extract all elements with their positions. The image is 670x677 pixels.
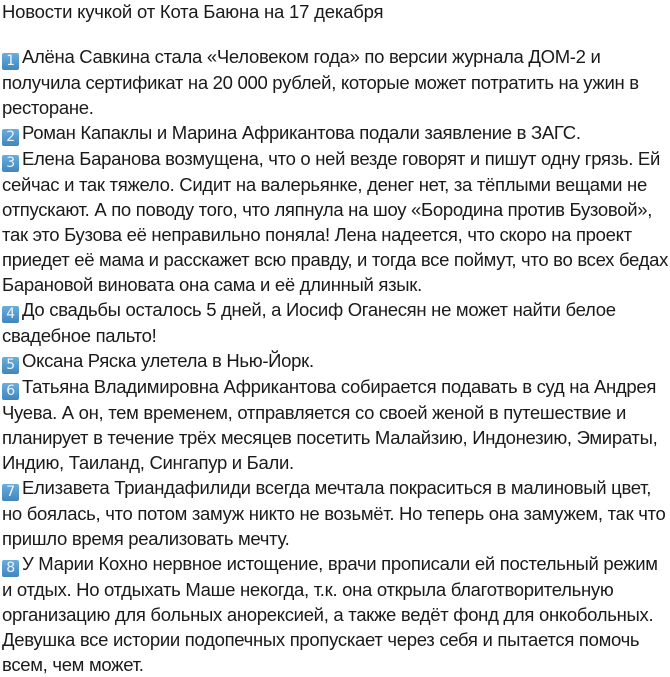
news-item-text: Оксана Ряска улетела в Нью-Йорк. xyxy=(22,350,314,371)
news-item-text: Елена Баранова возмущена, что о ней везде говорят и пишут одну грязь. Ей сейчас и так тяжело. Сидит на валерьянке, денег нет, за тёплыми вещами не отпускают. А по поводу того, что ляпнула на шоу «Бородина против Бузовой», так это Бузова её неправильно поняла! Лена надеется, что скоро на проект приедет её мама и расскажет всю правду, и тогда все поймут, что во всех бедах Барановой виновата она сама и её длинный язык. xyxy=(2,148,669,295)
keycap-4-icon: 4 xyxy=(2,306,19,323)
page-title: Новости кучкой от Кота Баюна на 17 декабря xyxy=(2,1,384,22)
keycap-8-icon: 8 xyxy=(2,560,19,577)
news-item-5 xyxy=(2,348,670,374)
news-item-text: До свадьбы осталось 5 дней, а Иосиф Оганесян не может найти белое свадебное пальто! xyxy=(2,299,616,346)
keycap-1-icon: 1 xyxy=(2,53,19,70)
news-item-text: Алёна Савкина стала «Человеком года» по версии журнала ДОМ-2 и получила сертификат на 20 000 рублей, которые может потратить на ужин в ресторане. xyxy=(2,46,639,118)
keycap-2-icon: 2 xyxy=(2,129,19,146)
news-item-4 xyxy=(2,297,670,348)
news-item-text: Роман Капаклы и Марина Африкантова подали заявление в ЗАГС. xyxy=(22,122,581,143)
news-item-7 xyxy=(2,475,670,551)
news-item-6 xyxy=(2,374,670,475)
spacer xyxy=(2,24,670,44)
news-item-8 xyxy=(2,551,670,677)
news-item-3 xyxy=(2,146,670,297)
news-item-text: У Марии Кохно нервное истощение, врачи прописали ей постельный режим и отдых. Но отдыхать Маше некогда, т.к. она открыла благотворительную организацию для больных анорексией, а также ведёт фонд для онкобольных. Девушка все истории подопечных пропускает через себя и пытается помочь всем, чем может. xyxy=(2,553,658,675)
news-item-2 xyxy=(2,120,670,146)
keycap-5-icon: 5 xyxy=(2,357,19,374)
keycap-7-icon: 7 xyxy=(2,484,19,501)
news-item-text: Елизавета Триандафилиди всегда мечтала покраситься в малиновый цвет, но боялась, что потом замуж никто не возьмёт. Но теперь она замужем, так что пришло время реализовать мечту. xyxy=(2,477,666,549)
news-item-1 xyxy=(2,44,670,120)
keycap-3-icon: 3 xyxy=(2,155,19,172)
keycap-6-icon: 6 xyxy=(2,383,19,400)
news-item-text: Татьяна Владимировна Африкантова собирается подавать в суд на Андрея Чуева. А он, тем временем, отправляется со своей женой в путешествие и планирует в течение трёх месяцев посетить Малайзию, Индонезию, Эмираты, Индию, Таиланд, Сингапур и Бали. xyxy=(2,376,658,473)
